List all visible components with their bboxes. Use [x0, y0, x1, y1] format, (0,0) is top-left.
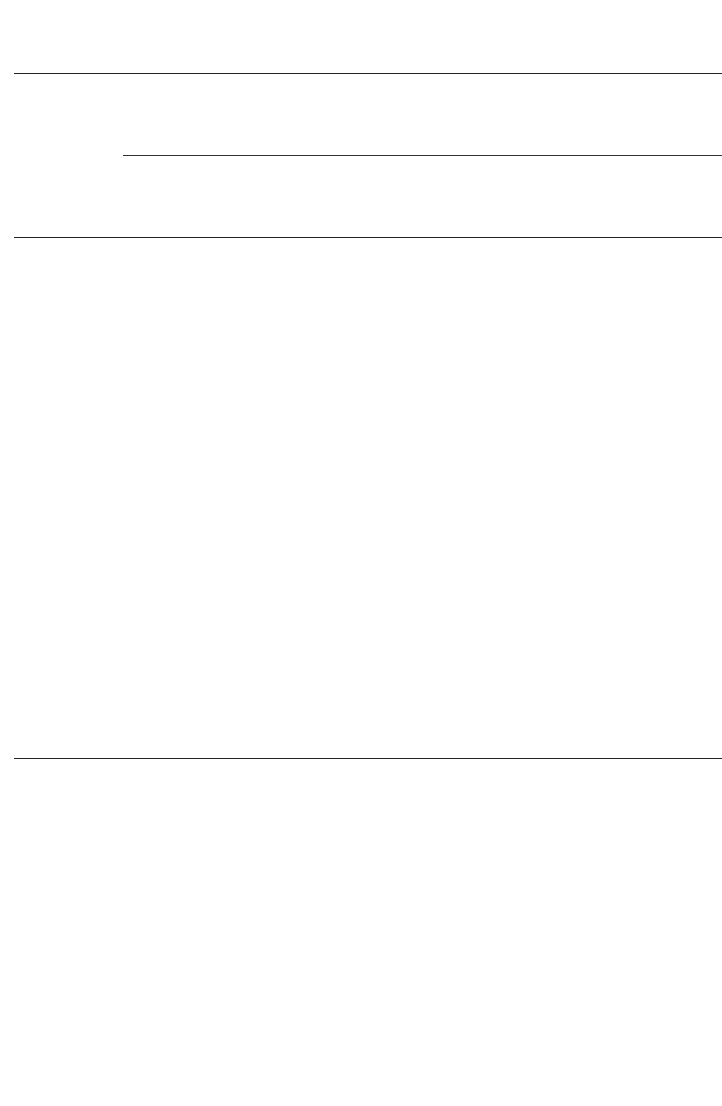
header-bottom-rule: [14, 237, 722, 238]
bottom-rule: [14, 758, 722, 759]
sub-header-rule: [123, 155, 722, 156]
top-rule: [14, 73, 722, 74]
bearing-layout-figure: [0, 810, 722, 1070]
